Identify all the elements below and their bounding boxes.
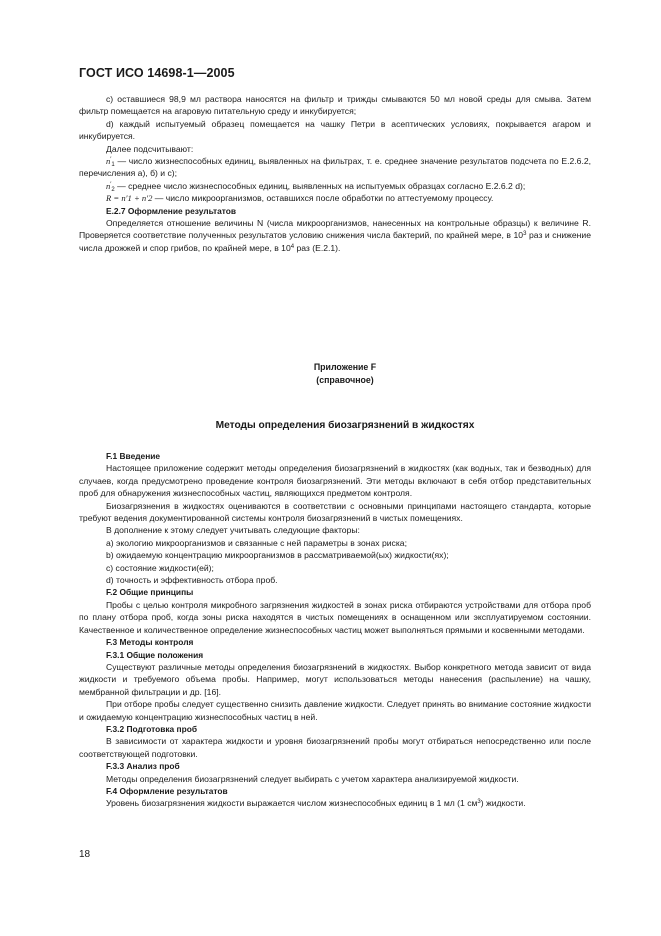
heading-f31: F.3.1 Общие положения — [106, 649, 204, 660]
paragraph-f4 — [79, 797, 591, 809]
heading-f4: F.4 Оформление результатов — [106, 785, 228, 796]
paragraph-f31-2: При отборе пробы следует существенно снизить давление жидкости. Следует принять во внимание состояние жидкости и ожидаемую концентрацию жизнеспособных частиц в ней. — [79, 699, 591, 722]
appendix-body — [79, 450, 591, 810]
definition-n1: $n'_1$ — число жизнеспособных единиц, выявленных на фильтрах, т. е. среднее значение результатов подсчета по Е.2.6.2, перечисления а), б) и с); — [79, 156, 591, 179]
page-number: 18 — [79, 849, 91, 860]
f4-text-b: ) жидкости. — [480, 798, 526, 809]
appendix-label: Приложение F — [313, 362, 377, 372]
factor-c: с) состояние жидкости(ей); — [106, 562, 214, 573]
heading-f33: F.3.3 Анализ проб — [106, 761, 180, 772]
e27-exponent-1: 3 — [523, 231, 527, 238]
e27-exponent-2: 4 — [290, 243, 295, 250]
definition-n2: $n'_2$ — среднее число жизнеспособных единиц, выявленных на испытуемых образцах согласно Е.2.6.2 d); — [106, 180, 526, 193]
n2-text: — среднее число жизнеспособных единиц, выявленных на испытуемых образцах согласно Е.2.6.2 d); — [114, 180, 526, 191]
n2-subscript: 2 — [111, 186, 115, 193]
paragraph-f32: В зависимости от характера жидкости и уровня биозагрязнений пробы могут отбираться непосредственно или после соответствующей подготовки. — [79, 736, 591, 759]
f4-text-a: Уровень биозагрязнения жидкости выражается числом жизнеспособных единиц в 1 мл (1 см — [106, 798, 478, 809]
n1-text: — число жизнеспособных единиц, выявленных на фильтрах, т. е. среднее значение результатов подсчета по Е.2.6.2, перечисления а), б) и с); — [79, 156, 591, 179]
r-text: — число микроорганизмов, оставшихся после обработки по аттестуемому процессу. — [152, 193, 494, 204]
paragraph-f2: Пробы с целью контроля микробного загрязнения жидкостей в зонах риска отбираются устройствами для отбора проб по плану отбора проб, когда зоны риска находятся в чистых помещениях в оснащенном или эксплуатируемом состоянии. Качественное и количественное определение жизнеспособных частиц может выполняться прямыми и косвенными методами. — [79, 599, 591, 635]
e27-text-a: Определяется отношение величины N (числа микроорганизмов, нанесенных на контрольные образцы) к величине R. Проверяется соответствие полученных результатов условию снижения числа бактерий, по крайней мере, в 10 — [79, 218, 591, 241]
heading-f2: F.2 Общие принципы — [106, 587, 194, 598]
definition-r — [79, 192, 591, 204]
heading-f32: F.3.2 Подготовка проб — [106, 723, 198, 734]
factor-b: b) ожидаемую концентрацию микроорганизмов в рассматриваемой(ых) жидкости(ях); — [106, 550, 449, 561]
paragraph-e27 — [79, 217, 591, 254]
list-item-c: с) оставшиеся 98,9 мл раствора наносятся на фильтр и трижды смываются 50 мл новой среды для смыва. Затем фильтр помещается на агаровую питательную среду и инкубируется; — [79, 94, 591, 117]
r-formula: R = n′1 + n′2 — [106, 193, 153, 204]
n2-symbol: n — [106, 180, 111, 191]
heading-f1: F.1 Введение — [106, 451, 161, 461]
heading-e27: Е.2.7 Оформление результатов — [106, 205, 237, 216]
n1-subscript: 1 — [111, 162, 115, 169]
appendix-title: Методы определения биозагрязнений в жидкостях — [215, 420, 475, 431]
paragraph-f31-1: Существуют различные методы определения биозагрязнений в жидкостях. Выбор конкретного метода зависит от вида жидкости и требуемого объема пробы. Например, могут использоваться методы нанесения (распыление) на чашку, мембранной фильтрации и др. [16]. — [79, 661, 591, 697]
appendix-heading — [79, 361, 611, 386]
f4-exponent: 3 — [477, 799, 481, 806]
calc-intro: Далее подсчитывают: — [106, 143, 194, 154]
list-item-d: d) каждый испытуемый образец помещается на чашку Петри в асептических условиях, покрывается агаром и инкубируется. — [79, 118, 591, 142]
paragraph-f1-1: Настоящее приложение содержит методы определения биозагрязнений в жидкостях (как водных, так и безводных) для случаев, когда предусмотрено проведение контроля биозагрязнений. Эти методы включают в себя отбор представительных проб для обнаружения жизнеспособных частиц, являющихся предметом контроля. — [79, 463, 591, 499]
paragraph-f1-2: Биозагрязнения в жидкостях оцениваются в соответствии с основными принципами настоящего стандарта, которые требуют ведения документированной системы контроля биозагрязнений в чистых помещениях. — [79, 500, 591, 524]
factor-d: d) точность и эффективность отбора проб. — [106, 575, 278, 586]
heading-f3: F.3 Методы контроля — [106, 637, 194, 648]
paragraph-f33: Методы определения биозагрязнений следует выбирать с учетом характера анализируемой жидкости. — [106, 773, 519, 784]
factor-a: а) экологию микроорганизмов и связанные с ней параметры в зонах риска; — [106, 537, 407, 548]
section-e26-continuation — [79, 93, 591, 254]
paragraph-f1-3: В дополнение к этому следует учитывать следующие факторы: — [106, 525, 360, 536]
n1-symbol: n — [106, 156, 111, 167]
appendix-type: (справочное) — [316, 374, 374, 385]
e27-text-c: раз (Е.2.1). — [294, 242, 341, 253]
e27-text-b: раз и снижение числа дрожжей и спор грибов, по крайней мере, в 10 — [79, 230, 591, 253]
document-header: ГОСТ ИСО 14698-1—2005 — [79, 66, 235, 80]
